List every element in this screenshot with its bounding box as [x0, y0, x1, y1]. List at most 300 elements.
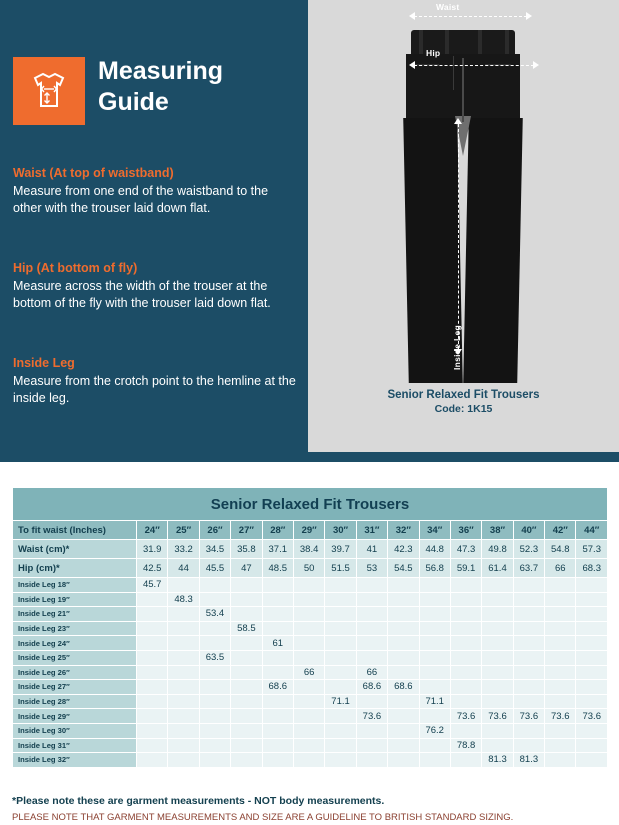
table-cell — [262, 578, 293, 593]
size-column-header: 34″ — [419, 521, 450, 540]
guide-section-body: Measure from the crotch point to the hemline at the inside leg. — [13, 374, 296, 405]
size-column-header: 29″ — [293, 521, 324, 540]
table-row — [13, 607, 608, 622]
table-row — [13, 753, 608, 768]
table-cell — [419, 650, 450, 665]
size-table-header-label: To fit waist (Inches) — [13, 521, 137, 540]
table-cell — [356, 753, 387, 768]
inside-leg-measure-line — [458, 124, 459, 349]
table-cell — [545, 592, 576, 607]
table-cell — [199, 694, 230, 709]
row-label: Inside Leg 24″ — [13, 636, 137, 651]
belt-loop — [445, 30, 449, 56]
size-column-header: 40″ — [513, 521, 544, 540]
table-cell: 66 — [545, 559, 576, 578]
belt-loop — [478, 30, 482, 56]
row-label: Inside Leg 21″ — [13, 607, 137, 622]
table-cell — [545, 650, 576, 665]
table-row — [13, 578, 608, 593]
table-cell — [513, 738, 544, 753]
table-cell — [262, 607, 293, 622]
table-cell — [262, 709, 293, 724]
table-cell: 63.7 — [513, 559, 544, 578]
table-cell — [388, 636, 419, 651]
table-cell — [450, 621, 481, 636]
table-cell — [199, 723, 230, 738]
waist-arrow-left — [409, 12, 415, 20]
table-cell — [356, 636, 387, 651]
table-cell — [137, 738, 168, 753]
table-cell — [482, 636, 513, 651]
table-cell — [262, 665, 293, 680]
page-title: Measuring Guide — [98, 57, 224, 116]
table-cell — [168, 636, 199, 651]
table-cell: 45.7 — [137, 578, 168, 593]
table-cell — [262, 694, 293, 709]
size-table-container — [12, 487, 607, 768]
table-cell — [137, 723, 168, 738]
table-cell — [199, 665, 230, 680]
belt-loop — [419, 30, 423, 56]
table-cell — [325, 738, 356, 753]
table-cell — [168, 621, 199, 636]
table-cell — [545, 694, 576, 709]
table-cell: 47.3 — [450, 540, 481, 559]
table-cell — [419, 621, 450, 636]
table-cell: 71.1 — [325, 694, 356, 709]
table-cell — [513, 650, 544, 665]
table-cell — [325, 680, 356, 695]
table-cell — [356, 621, 387, 636]
table-cell: 53 — [356, 559, 387, 578]
table-cell — [388, 578, 419, 593]
table-row — [13, 723, 608, 738]
table-cell — [450, 680, 481, 695]
table-cell: 50 — [293, 559, 324, 578]
table-cell — [293, 738, 324, 753]
table-cell — [545, 723, 576, 738]
table-cell: 31.9 — [137, 540, 168, 559]
table-cell: 42.5 — [137, 559, 168, 578]
table-cell: 73.6 — [576, 709, 608, 724]
table-cell: 38.4 — [293, 540, 324, 559]
table-cell — [388, 694, 419, 709]
guide-section-heading: Inside Leg — [13, 356, 75, 370]
size-column-header: 27″ — [231, 521, 262, 540]
table-cell — [199, 621, 230, 636]
table-cell — [293, 650, 324, 665]
table-cell: 73.6 — [545, 709, 576, 724]
table-cell: 42.3 — [388, 540, 419, 559]
table-cell — [293, 680, 324, 695]
row-label: Inside Leg 32″ — [13, 753, 137, 768]
table-row — [13, 709, 608, 724]
inside-leg-annotation-label: Inside Leg — [452, 325, 462, 371]
table-cell — [482, 592, 513, 607]
table-cell — [576, 694, 608, 709]
table-cell — [576, 680, 608, 695]
table-cell — [231, 709, 262, 724]
row-label: Hip (cm)* — [13, 559, 137, 578]
table-cell — [450, 578, 481, 593]
table-cell — [388, 753, 419, 768]
table-cell — [356, 723, 387, 738]
table-cell — [545, 607, 576, 622]
hip-arrow-right — [533, 61, 539, 69]
row-label: Inside Leg 27″ — [13, 680, 137, 695]
table-cell — [137, 694, 168, 709]
table-cell: 37.1 — [262, 540, 293, 559]
table-cell — [450, 694, 481, 709]
table-cell — [450, 607, 481, 622]
table-cell — [137, 621, 168, 636]
table-cell: 61 — [262, 636, 293, 651]
table-cell — [262, 723, 293, 738]
table-cell — [388, 665, 419, 680]
table-cell — [513, 592, 544, 607]
size-column-header: 26″ — [199, 521, 230, 540]
table-cell — [513, 665, 544, 680]
table-cell — [450, 636, 481, 651]
table-cell — [388, 738, 419, 753]
table-cell: 41 — [356, 540, 387, 559]
guide-text-panel — [0, 0, 308, 452]
table-cell — [231, 694, 262, 709]
banner-bottom-strip — [0, 452, 619, 462]
table-cell — [325, 578, 356, 593]
table-cell — [482, 680, 513, 695]
belt-loop — [505, 30, 509, 56]
table-cell: 49.8 — [482, 540, 513, 559]
table-cell — [513, 621, 544, 636]
table-row — [13, 540, 608, 559]
hip-arrow-left — [409, 61, 415, 69]
table-cell — [231, 592, 262, 607]
table-cell — [262, 592, 293, 607]
table-cell — [576, 578, 608, 593]
guide-section-hip — [13, 261, 296, 311]
table-row — [13, 636, 608, 651]
row-label: Inside Leg 30″ — [13, 723, 137, 738]
table-cell: 51.5 — [325, 559, 356, 578]
table-cell — [231, 578, 262, 593]
table-cell — [293, 636, 324, 651]
hip-annotation-label: Hip — [426, 48, 441, 58]
table-cell — [388, 650, 419, 665]
table-cell — [545, 621, 576, 636]
table-cell — [388, 607, 419, 622]
table-cell — [231, 650, 262, 665]
table-cell: 76.2 — [419, 723, 450, 738]
table-cell — [576, 665, 608, 680]
table-cell — [513, 636, 544, 651]
table-cell — [576, 592, 608, 607]
table-cell — [450, 650, 481, 665]
table-cell — [168, 694, 199, 709]
table-row — [13, 650, 608, 665]
table-cell — [168, 607, 199, 622]
table-cell — [199, 636, 230, 651]
size-column-header: 42″ — [545, 521, 576, 540]
row-label: Inside Leg 28″ — [13, 694, 137, 709]
table-cell — [450, 723, 481, 738]
table-cell — [356, 694, 387, 709]
table-cell: 54.8 — [545, 540, 576, 559]
table-cell — [137, 650, 168, 665]
size-table-header-row — [13, 521, 608, 540]
size-column-header: 38″ — [482, 521, 513, 540]
size-column-header: 30″ — [325, 521, 356, 540]
table-cell — [293, 753, 324, 768]
table-cell — [388, 592, 419, 607]
row-label: Inside Leg 19″ — [13, 592, 137, 607]
hip-measure-line — [414, 65, 534, 66]
waist-arrow-right — [526, 12, 532, 20]
table-cell — [576, 738, 608, 753]
table-cell — [356, 578, 387, 593]
table-cell — [545, 738, 576, 753]
table-cell: 81.3 — [513, 753, 544, 768]
table-cell: 35.8 — [231, 540, 262, 559]
table-cell — [482, 694, 513, 709]
table-cell — [388, 709, 419, 724]
table-cell — [482, 665, 513, 680]
table-cell — [137, 665, 168, 680]
table-cell — [199, 680, 230, 695]
size-column-header: 44″ — [576, 521, 608, 540]
table-cell — [482, 738, 513, 753]
guide-section-body: Measure across the width of the trouser at the bottom of the fly with the trouser laid down flat. — [13, 279, 271, 310]
table-cell — [545, 753, 576, 768]
table-cell — [262, 650, 293, 665]
row-label: Inside Leg 31″ — [13, 738, 137, 753]
table-cell: 45.5 — [199, 559, 230, 578]
table-cell — [199, 709, 230, 724]
table-cell — [450, 665, 481, 680]
table-cell: 39.7 — [325, 540, 356, 559]
table-cell — [168, 650, 199, 665]
size-column-header: 36″ — [450, 521, 481, 540]
table-cell — [388, 621, 419, 636]
table-cell — [168, 738, 199, 753]
table-cell: 53.4 — [199, 607, 230, 622]
row-label: Waist (cm)* — [13, 540, 137, 559]
table-cell: 68.6 — [262, 680, 293, 695]
row-label: Inside Leg 23″ — [13, 621, 137, 636]
table-cell — [576, 621, 608, 636]
table-cell — [545, 578, 576, 593]
table-cell: 66 — [356, 665, 387, 680]
size-table — [12, 487, 608, 768]
table-cell: 48.5 — [262, 559, 293, 578]
table-cell — [231, 636, 262, 651]
table-cell: 73.6 — [482, 709, 513, 724]
table-cell — [168, 709, 199, 724]
table-cell — [419, 680, 450, 695]
table-cell: 63.5 — [199, 650, 230, 665]
table-cell — [231, 665, 262, 680]
guide-section-heading: Hip (At bottom of fly) — [13, 261, 138, 275]
table-cell — [231, 680, 262, 695]
table-cell: 44.8 — [419, 540, 450, 559]
table-cell: 81.3 — [482, 753, 513, 768]
table-cell: 58.5 — [231, 621, 262, 636]
table-cell — [137, 680, 168, 695]
guide-section-inside-leg — [13, 356, 296, 406]
table-cell: 68.6 — [388, 680, 419, 695]
table-cell: 54.5 — [388, 559, 419, 578]
table-cell — [231, 753, 262, 768]
inside-leg-arrow-up — [454, 118, 462, 124]
table-cell — [419, 753, 450, 768]
table-cell: 52.3 — [513, 540, 544, 559]
table-cell — [168, 723, 199, 738]
table-cell — [199, 578, 230, 593]
british-standard-note: PLEASE NOTE THAT GARMENT MEASUREMENTS AND SIZE ARE A GUIDELINE TO BRITISH STANDARD SIZING. — [12, 812, 514, 823]
trouser-right-leg — [463, 118, 523, 383]
garment-measurement-note: *Please note these are garment measurements - NOT body measurements. — [12, 795, 385, 807]
table-cell — [513, 680, 544, 695]
table-cell — [419, 709, 450, 724]
table-cell — [482, 650, 513, 665]
table-cell — [262, 738, 293, 753]
table-cell — [262, 753, 293, 768]
table-cell — [325, 665, 356, 680]
table-cell — [482, 621, 513, 636]
table-cell — [482, 607, 513, 622]
table-cell — [576, 636, 608, 651]
product-code-caption: Code: 1K15 — [434, 403, 493, 415]
table-cell — [168, 665, 199, 680]
row-label: Inside Leg 25″ — [13, 650, 137, 665]
table-cell — [356, 738, 387, 753]
table-cell — [513, 607, 544, 622]
table-cell: 56.8 — [419, 559, 450, 578]
table-cell — [293, 709, 324, 724]
table-cell — [356, 607, 387, 622]
table-cell — [293, 607, 324, 622]
row-label: Inside Leg 18″ — [13, 578, 137, 593]
table-cell — [293, 592, 324, 607]
front-seam — [462, 58, 464, 122]
table-cell — [137, 636, 168, 651]
guide-section-body: Measure from one end of the waistband to the other with the trouser laid down flat. — [13, 184, 269, 215]
table-cell — [325, 650, 356, 665]
guide-section-waist — [13, 166, 296, 216]
table-cell — [419, 578, 450, 593]
trouser-illustration — [308, 0, 619, 452]
table-cell: 59.1 — [450, 559, 481, 578]
table-cell — [576, 723, 608, 738]
guide-section-heading: Waist (At top of waistband) — [13, 166, 174, 180]
table-cell: 68.6 — [356, 680, 387, 695]
table-cell — [325, 636, 356, 651]
table-cell — [168, 680, 199, 695]
table-cell: 78.8 — [450, 738, 481, 753]
table-cell — [450, 753, 481, 768]
row-label: Inside Leg 29″ — [13, 709, 137, 724]
table-cell — [419, 665, 450, 680]
size-column-header: 28″ — [262, 521, 293, 540]
table-title: Senior Relaxed Fit Trousers — [13, 488, 608, 521]
table-cell — [482, 578, 513, 593]
table-cell — [356, 650, 387, 665]
table-row — [13, 680, 608, 695]
table-row — [13, 559, 608, 578]
table-cell — [168, 753, 199, 768]
table-cell — [356, 592, 387, 607]
table-cell — [137, 592, 168, 607]
table-cell — [576, 753, 608, 768]
table-cell — [262, 621, 293, 636]
table-cell — [168, 578, 199, 593]
table-cell: 66 — [293, 665, 324, 680]
table-cell — [293, 723, 324, 738]
table-cell — [325, 709, 356, 724]
table-row — [13, 694, 608, 709]
table-cell — [325, 607, 356, 622]
table-cell — [199, 592, 230, 607]
table-cell — [231, 607, 262, 622]
table-cell: 48.3 — [168, 592, 199, 607]
garment-measure-icon — [13, 57, 85, 125]
table-cell: 61.4 — [482, 559, 513, 578]
table-cell — [450, 592, 481, 607]
table-cell — [513, 578, 544, 593]
table-cell: 33.2 — [168, 540, 199, 559]
table-cell — [199, 753, 230, 768]
product-name-caption: Senior Relaxed Fit Trousers — [387, 389, 540, 401]
table-cell — [137, 709, 168, 724]
table-cell: 34.5 — [199, 540, 230, 559]
row-label: Inside Leg 26″ — [13, 665, 137, 680]
table-cell: 47 — [231, 559, 262, 578]
table-cell: 73.6 — [356, 709, 387, 724]
table-row — [13, 665, 608, 680]
table-cell — [293, 578, 324, 593]
size-column-header: 32″ — [388, 521, 419, 540]
table-cell — [545, 665, 576, 680]
table-cell — [293, 694, 324, 709]
table-cell — [231, 723, 262, 738]
table-cell — [419, 592, 450, 607]
table-cell: 57.3 — [576, 540, 608, 559]
table-cell — [293, 621, 324, 636]
table-cell — [576, 607, 608, 622]
table-cell — [545, 636, 576, 651]
waist-annotation-label: Waist — [436, 2, 460, 12]
table-cell: 44 — [168, 559, 199, 578]
table-cell — [137, 607, 168, 622]
spacer — [0, 462, 619, 484]
size-column-header: 24″ — [137, 521, 168, 540]
table-cell — [513, 723, 544, 738]
table-cell — [545, 680, 576, 695]
waist-measure-line — [414, 16, 527, 17]
size-column-header: 31″ — [356, 521, 387, 540]
table-row — [13, 621, 608, 636]
table-cell — [482, 723, 513, 738]
table-cell — [231, 738, 262, 753]
table-cell: 73.6 — [450, 709, 481, 724]
table-cell — [576, 650, 608, 665]
table-cell — [513, 694, 544, 709]
table-cell — [325, 621, 356, 636]
table-row — [13, 592, 608, 607]
table-cell — [388, 723, 419, 738]
table-cell: 71.1 — [419, 694, 450, 709]
table-cell — [137, 753, 168, 768]
